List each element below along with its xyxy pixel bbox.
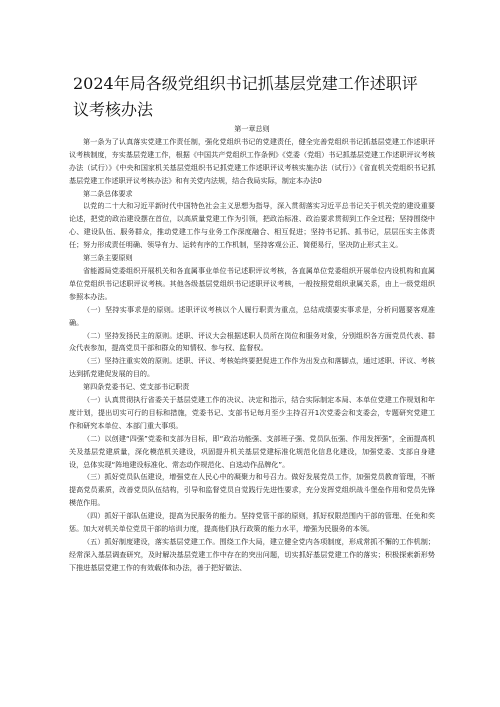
- article-4-heading: 第四条党委书记、党支部书记职责: [83, 382, 190, 392]
- duty-5-paragraph: （五）抓好制度建设，落实基层党建工作。围绕工作大局，建立健全党内各项制度，形成常抓不懈的工作机制；经常深入基层调查研究，及时解决基层党建工作中存在的突出问题，切实抓好基层党建工作的落实；积极探索新形势下推进基层党建工作的有效载体和办法，善于把好做法、: [69, 537, 435, 572]
- article-1-paragraph: 第一条为了认真落实党建工作责任制，强化党组织书记的党建责任，健全完善党组织书记抓基层党建工作述职评议考核制度，夯实基层党建工作，根据《中国共产党组织工作条例》《党委（党组）书记抓基层党建工作述职评议考核办法（试行）》《中央和国家机关基层党组织书记抓党建工作述职评议考核实施办法（试行）》《省直机关党组织书记抓基层党建工作述职评议考核办法》和有关党内法规，结合我局实际，制定本办法0: [69, 136, 435, 185]
- duty-3-paragraph: （三）抓好党员队伍建设，增强党在人民心中的凝聚力和号召力。做好发展党员工作，加强党员教育管理，不断提高党员素质，改善党员队伍结构，引导和监督党员自觉践行先进性要求，充分发挥党组织战斗堡垒作用和党员先锋模范作用。: [69, 472, 435, 508]
- article-3-heading: 第三条主要原则: [83, 253, 133, 263]
- document-body: [69, 123, 435, 575]
- principle-2-paragraph: （二）坚持发扬民主的原则。述职、评议大会根据述职人员所在岗位和服务对象，分别组织各方面党员代表、群众代表参加，提高党员干部和群众的知情权、参与权、监督权。: [69, 330, 435, 353]
- duty-1-paragraph: （一）认真贯彻执行省委关于基层党建工作的决议、决定和指示，结合实际制定本局、本单位党建工作规划和年度计划，提出切实可行的目标和措施，党委书记、支部书记每月至少主持召开1次党委会和支委会，专题研究党建工作和研究本单位、本部门重大事项。: [69, 395, 435, 430]
- organization-paragraph: 省能源局党委组织开展机关和各直属事业单位书记述职评议考核，各直属单位党委组织开展单位内设机构和直属单位党组织书记述职评议考核。其他各级基层党组织书记述职评议考核，一般按照党组织隶属关系，由上一级党组织参照本办法。: [69, 265, 435, 301]
- chapter-heading: 第一章总则: [234, 124, 270, 133]
- document-title: 2024年局各级党组织书记抓基层党建工作述职评议考核办法: [73, 74, 418, 119]
- principle-1-paragraph: （一）坚持实事求是的原则。述职评议考核以个人履行职责为重点，总结成绩要实事求是，分析问题要客观准确。: [69, 304, 435, 327]
- general-requirements-paragraph: 以党的二十大和习近平新时代中国特色社会主义思想为指导，深入贯彻落实习近平总书记关于机关党的建设重要论述，把党的政治建设摆在首位，以高质量党建工作为引领，把政治标准、政治要求贯彻到工作全过程；坚持围绕中心、建设队伍、服务群众，推动党建工作与业务工作深度融合、相互促进；坚持书记抓、抓书记，层层压实主体责任；努力形成责任明确、领导有力、运转有序的工作机制，坚持客观公正、简便易行，坚决防止形式主义。: [69, 201, 435, 250]
- duty-2-paragraph: （二）以创建“四强”党委和支部为目标，即“政治功能强、支部班子强、党员队伍强、作用发挥强”，全面提高机关及基层党建质量，深化模范机关建设，巩固提升机关基层党建标准化规范化信息化建设，加强党委、支部自身建设，总体实现“阵地建设标准化、常态动作规范化、自选动作品牌化”。: [69, 433, 435, 469]
- duty-4-paragraph: （四）抓好干部队伍建设，提高为民服务的能力。坚持党管干部的原则，抓好权限范围内干部的管理、任免和奖惩。加大对机关单位党员干部的培训力度，提高他们执行政策的能力水平，增强为民服务的本领。: [69, 511, 435, 534]
- article-2-heading: 第二条总体要求: [83, 188, 133, 198]
- principle-3-paragraph: （三）坚持注重实效的原则。述职、评议、考核始终要把促进工作作为出发点和落脚点，通过述职、评议、考核达到抓党建促发展的目的。: [69, 356, 435, 379]
